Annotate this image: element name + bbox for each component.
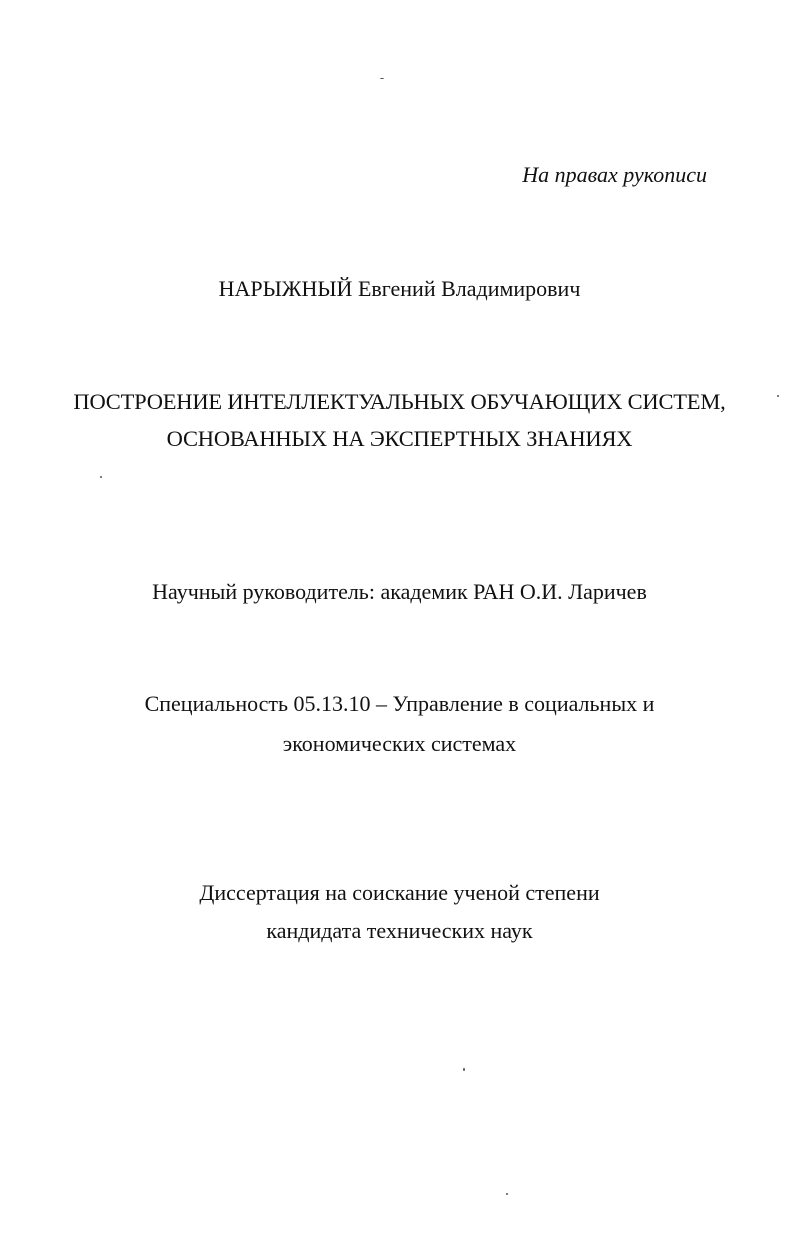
scan-speck [777, 395, 779, 397]
title-line-2: ОСНОВАННЫХ НА ЭКСПЕРТНЫХ ЗНАНИЯХ [166, 426, 633, 451]
degree-line-2: кандидата технических наук [266, 918, 533, 943]
degree-line-1: Диссертация на соискание ученой степени [199, 880, 600, 905]
specialty-line-2: экономических системах [282, 731, 517, 756]
rights-note: На правах рукописи [522, 162, 707, 187]
scan-speck [380, 78, 384, 79]
title-line-1: ПОСТРОЕНИЕ ИНТЕЛЛЕКТУАЛЬНЫХ ОБУЧАЮЩИХ СИСТЕМ, [73, 389, 726, 414]
scan-speck [463, 1068, 465, 1071]
scan-speck [506, 1193, 508, 1195]
specialty-line-1: Специальность 05.13.10 – Управление в социальных и [144, 691, 655, 716]
author-name: НАРЫЖНЫЙ Евгений Владимирович [218, 276, 581, 301]
supervisor-line: Научный руководитель: академик РАН О.И. Ларичев [152, 579, 647, 604]
scan-speck [100, 476, 102, 478]
